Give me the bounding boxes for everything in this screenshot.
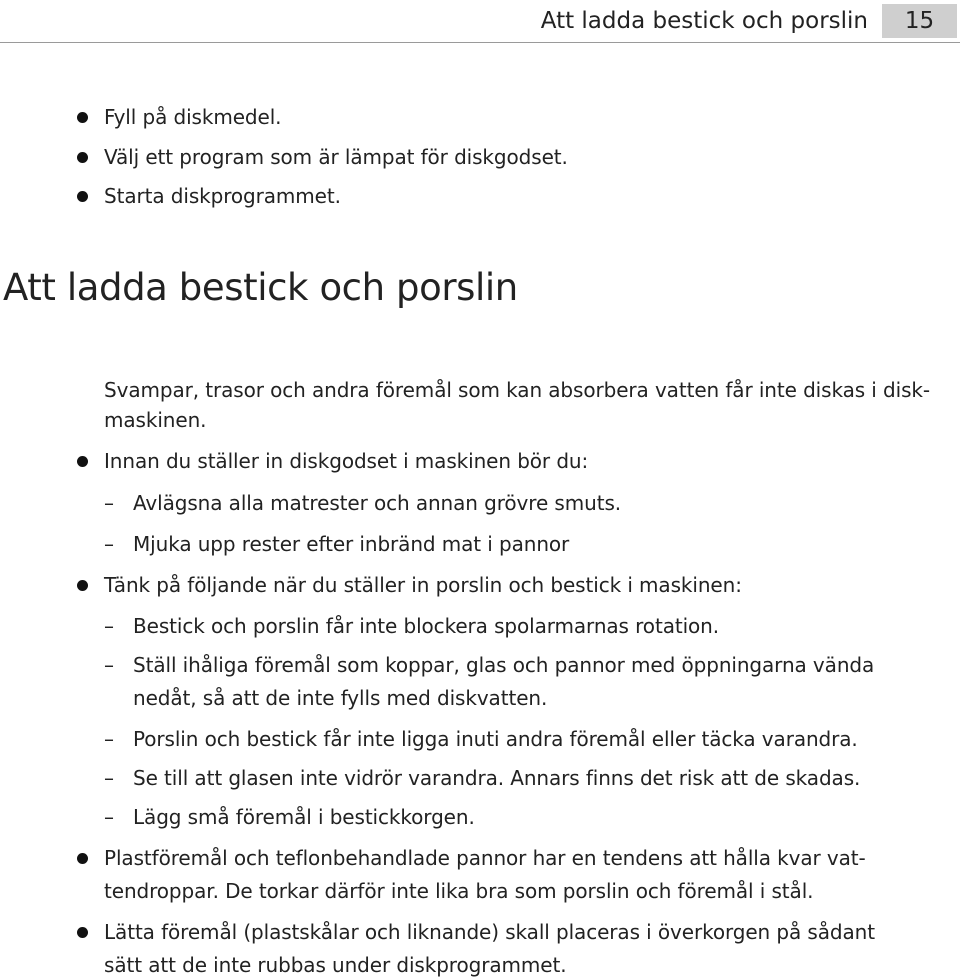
dash-marker: – xyxy=(104,766,114,790)
page-number: 15 xyxy=(882,4,957,38)
list-item: Starta diskprogrammet. xyxy=(104,184,341,208)
section-title: Att ladda bestick och porslin xyxy=(3,266,518,309)
sub-list-item: Bestick och porslin får inte blockera spolarmarnas rotation. xyxy=(133,614,720,638)
bullet-icon xyxy=(77,853,88,864)
list-item: Tänk på följande när du ställer in porslin och bestick i maskinen: xyxy=(104,573,742,597)
bullet-icon xyxy=(77,456,88,467)
sub-list-item: Se till att glasen inte vidrör varandra. Annars finns det risk att de skadas. xyxy=(133,766,861,790)
bullet-icon xyxy=(77,580,88,591)
sub-list-item: Porslin och bestick får inte ligga inuti andra föremål eller täcka varandra. xyxy=(133,727,858,751)
bullet-icon xyxy=(77,191,88,202)
list-item: Lätta föremål (plastskålar och liknande) skall placeras i överkorgen på sådant xyxy=(104,920,875,944)
sub-list-item: Lägg små föremål i bestickkorgen. xyxy=(133,805,475,829)
sub-list-item: Avlägsna alla matrester och annan grövre smuts. xyxy=(133,491,622,515)
paragraph-line: maskinen. xyxy=(104,408,207,432)
list-item-continuation: tendroppar. De torkar därför inte lika bra som porslin och föremål i stål. xyxy=(104,879,814,903)
sub-list-item: Ställ ihåliga föremål som koppar, glas och pannor med öppningarna vända xyxy=(133,653,875,677)
running-title: Att ladda bestick och porslin xyxy=(540,8,868,34)
list-item-continuation: sätt att de inte rubbas under diskprogrammet. xyxy=(104,953,567,977)
list-item: Välj ett program som är lämpat för diskgodset. xyxy=(104,145,568,169)
dash-marker: – xyxy=(104,653,114,677)
list-item: Fyll på diskmedel. xyxy=(104,105,282,129)
sub-list-item-continuation: nedåt, så att de inte fylls med diskvatten. xyxy=(133,686,548,710)
list-item: Plastföremål och teflonbehandlade pannor har en tendens att hålla kvar vat- xyxy=(104,846,866,870)
dash-marker: – xyxy=(104,614,114,638)
bullet-icon xyxy=(77,112,88,123)
bullet-icon xyxy=(77,927,88,938)
sub-list-item: Mjuka upp rester efter inbränd mat i pannor xyxy=(133,532,570,556)
dash-marker: – xyxy=(104,532,114,556)
dash-marker: – xyxy=(104,805,114,829)
paragraph-line: Svampar, trasor och andra föremål som kan absorbera vatten får inte diskas i disk- xyxy=(104,378,930,402)
bullet-icon xyxy=(77,152,88,163)
dash-marker: – xyxy=(104,491,114,515)
dash-marker: – xyxy=(104,727,114,751)
list-item: Innan du ställer in diskgodset i maskinen bör du: xyxy=(104,449,589,473)
header-divider xyxy=(0,42,960,43)
running-header xyxy=(0,0,960,44)
